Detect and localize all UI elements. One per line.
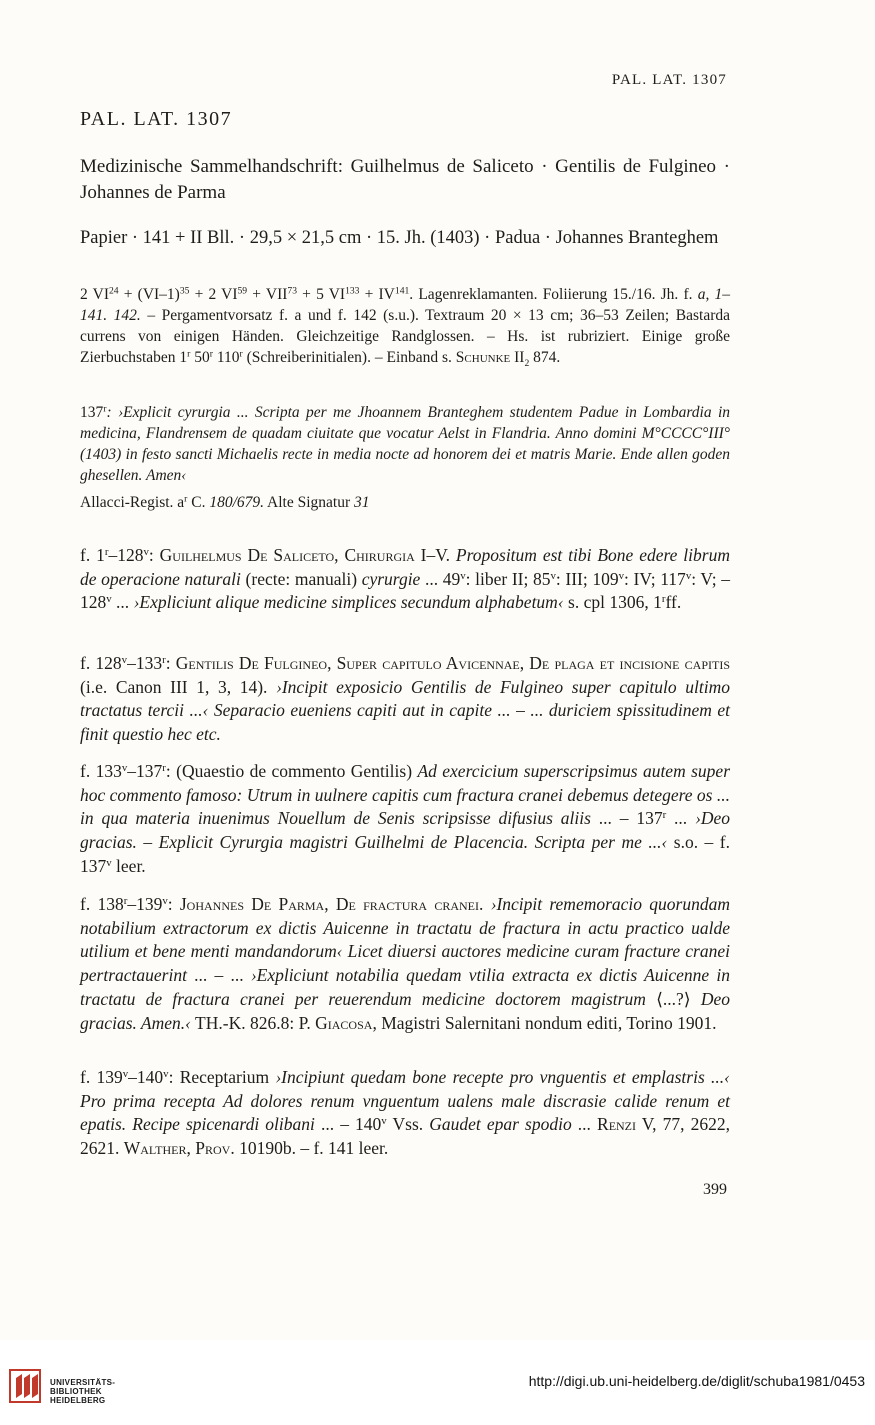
permalink-url[interactable]: http://digi.ub.uni-heidelberg.de/diglit/schuba1981/0453 xyxy=(528,1373,865,1389)
library-name-line-2: BIBLIOTHEK xyxy=(50,1387,102,1396)
colophon-paragraph: 137$^r$: ›Explicit cyrurgia ... Scripta per me Jhoannem Branteghem studentem Padue in Lombardia in medicina, Flandrensem de quadam ciuitate que vocatur Aelst in Flandria. Anno domini M°CCCC°III° (1403) in festo sancti Michaelis recte in media nocte ad honorem dei et matris Marie. Ende allen goden ghesellen. Amen‹ xyxy=(80,403,730,484)
library-logo-icon xyxy=(8,1366,44,1406)
manuscript-title: Medizinische Sammelhandschrift: Guilhelmus de Saliceto · Gentilis de Fulgineo · Johannes de Parma xyxy=(80,156,730,203)
shelfmark-heading: PAL. LAT. 1307 xyxy=(80,108,233,130)
content-entry-5: f. 139$^v$–140$^v$: Receptarium ›Incipiunt quedam bone recepte pro vnguentis et emplastris ...‹ Pro prima recepta Ad dolores renum vnguentum ualens male discrasie calide renum et epatis. Recipe spicenardi olibani ... – 140$^v$ Vss. Gaudet epar spodio ... Renzi V, 77, 2622, 2621. Walther, Prov. 10190b. – f. 141 leer. xyxy=(80,1067,730,1159)
allacci-register: Allacci-Regist. $a^r$ C. 180/679. Alte Signatur 31 xyxy=(80,493,370,511)
page-number: 399 xyxy=(703,1181,727,1198)
library-name-line-1: UNIVERSITÄTS- xyxy=(50,1378,116,1387)
digitization-footer xyxy=(0,1340,875,1425)
content-entry-4: f. 138$^r$–139$^v$: Johannes De Parma, De fractura cranei. ›Incipit rememoracio quorundam notabilium extractorum ex dictis Auicenne in tractatu de fractura in actu practico ualde utilium et bene menti mandandorum‹ Licet diuersi auctores medicine curam fracture cranei pertractauerint ... – ... ›Expliciunt notabilia quedam vtilia extracta ex dictis Auicenne in tractatu de fractura cranei per reuerendum medicine doctorem magistrum ⟨...?⟩ Deo gracias. Amen.‹ TH.-K. 826.8: P. Giacosa, Magistri Salernitani nondum editi, Torino 1901. xyxy=(80,894,730,1033)
library-name xyxy=(50,1378,115,1405)
running-head: PAL. LAT. 1307 xyxy=(611,72,727,88)
content-entry-2: f. 128$^v$–133$^r$: Gentilis De Fulgineo, Super capitulo Avicennae, De plaga et incisione capitis (i.e. Canon III 1, 3, 14). ›Incipit exposicio Gentilis de Fulgineo super capitulo ultimo tractatus tercii ...‹ Separacio eueniens capiti aut in capite ... – ... duriciem spissitudinem et finit questio hec etc. xyxy=(80,653,730,745)
physical-description: Papier · 141 + II Bll. · 29,5 × 21,5 cm · 15. Jh. (1403) · Padua · Johannes Branteghem xyxy=(80,228,719,248)
content-entry-3: f. 133$^v$–137$^r$: (Quaestio de commento Gentilis) Ad exercicium superscripsimus autem super hoc commento famoso: Utrum in uulnere capitis cum fractura cranei debemus detegere os ... in qua materia inuenimus Nouellum de Senis scripsisse difusius aliis ... – 137$^r$ ... ›Deo gracias. – Explicit Cyrurgia magistri Guilhelmi de Placencia. Scripta per me ...‹ s.o. – f. 137$^v$ leer. xyxy=(80,761,731,876)
collation-paragraph: 2 $VI^{24} + (VI-1)^{35} + 2$ $VI^{59} + VII^{73} + 5$ $VI^{133} + IV^{141}$. Lagenreklamanten. Foliierung 15./16. Jh. f. a, 1–141. 142. – Pergamentvorsatz f. a und f. 142 (s.u.). Textraum 20 × 13 cm; 36–53 Zeilen; Bastarda currens von einigen Händen. Gleichzeitige Randglossen. – Hs. ist rubriziert. Einige große Zierbuchstaben 1$^r$ 50$^r$ 110$^r$ (Schreiberinitialen). – Einband s. Schunke $II_2$ 874. xyxy=(80,285,730,370)
library-name-line-3: HEIDELBERG xyxy=(50,1396,106,1405)
content-entry-1: f. 1$^r$–128$^v$: Guilhelmus De Saliceto, Chirurgia I–V. Propositum est tibi Bone edere librum de operacione naturali (recte: manuali) cyrurgie ... 49$^v$: liber II; 85$^v$: III; 109$^v$: IV; 117$^v$: V; – 128$^v$ ... ›Expliciunt alique medicine simplices secundum alphabetum‹ s. cpl 1306, 1$^r$ff. xyxy=(80,545,730,613)
